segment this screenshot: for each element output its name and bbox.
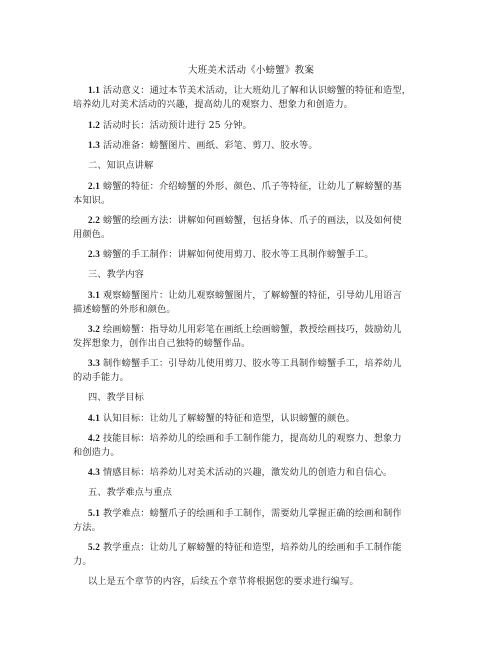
line-text: 技能目标：培养幼儿的绘画和手工制作能力，提高幼儿的观察力、想象力 — [102, 433, 402, 444]
paragraph-line — [73, 194, 110, 207]
line-text: 本知识。 — [73, 195, 111, 206]
line-text: 制作螃蟹手工：引导幼儿使用剪刀、胶水等工具制作螃蟹手工，培养幼儿 — [102, 358, 402, 369]
section-number: 1.1 — [88, 85, 100, 95]
section-number: 4.2 — [88, 433, 100, 443]
paragraph-line — [88, 214, 402, 227]
line-text: 绘画螃蟹：指导幼儿用彩笔在画纸上绘画螃蟹，教授绘画技巧，鼓励幼儿 — [102, 324, 402, 335]
line-text: 活动时长：活动预计进行 25 分钟。 — [102, 120, 252, 131]
line-text: 活动准备：螃蟹图片、画纸、彩笔、剪刀、胶水等。 — [102, 140, 318, 151]
paragraph-line — [88, 412, 355, 425]
line-text: 和创造力。 — [73, 447, 120, 458]
line-text: 螃蟹的特征：介绍螃蟹的外形、颜色、爪子等特征，让幼儿了解螃蟹的基 — [102, 181, 402, 192]
section-number: 2.2 — [88, 215, 100, 225]
paragraph-line — [88, 323, 402, 336]
document-title: 大班美术活动《小螃蟹》教案 — [187, 65, 315, 76]
section-number: 3.2 — [88, 324, 100, 334]
line-text: 用颜色。 — [73, 229, 111, 240]
section-heading: 三、教学内容 — [88, 269, 145, 280]
paragraph-line — [88, 248, 374, 261]
paragraph-line — [73, 98, 353, 111]
section-number: 2.1 — [88, 181, 100, 191]
line-text: 螃蟹的绘画方法：讲解如何画螃蟹，包括身体、爪子的画法，以及如何使 — [102, 215, 402, 226]
paragraph-line — [73, 228, 110, 241]
section-number: 5.2 — [88, 542, 100, 552]
paragraph-line — [88, 432, 402, 445]
paragraph-line — [73, 303, 176, 316]
section-number: 5.1 — [88, 508, 100, 518]
line-text: 观察螃蟹图片：让幼儿观察螃蟹图片，了解螃蟹的特征，引导幼儿用语言 — [102, 290, 402, 301]
line-text: 的动手能力。 — [73, 372, 130, 383]
paragraph-line — [88, 289, 402, 302]
section-number: 1.2 — [88, 120, 100, 130]
paragraph-line — [88, 84, 411, 97]
paragraph-line — [88, 466, 392, 479]
section-number: 4.3 — [88, 467, 100, 477]
line-text: 方法。 — [73, 522, 102, 533]
line-text: 描述螃蟹的外形和颜色。 — [73, 304, 176, 315]
line-text: 情感目标：培养幼儿对美术活动的兴趣，激发幼儿的创造力和自信心。 — [102, 467, 393, 478]
line-text: 认知目标：让幼儿了解螃蟹的特征和造型，认识螃蟹的颜色。 — [102, 413, 356, 424]
section-number: 2.3 — [88, 249, 100, 259]
section-heading: 二、知识点讲解 — [88, 160, 154, 171]
line-text: 教学难点：螃蟹爪子的绘画和手工制作，需要幼儿掌握正确的绘画和制作 — [102, 508, 402, 519]
paragraph-line — [88, 139, 318, 152]
line-text: 以上是五个章节的内容，后续五个章节将根据您的要求进行编写。 — [88, 576, 359, 587]
line-text: 螃蟹的手工制作：讲解如何使用剪刀、胶水等工具制作螃蟹手工。 — [102, 249, 374, 260]
line-text: 培养幼儿对美术活动的兴趣，提高幼儿的观察力、想象力和创造力。 — [73, 99, 354, 110]
line-text: 力。 — [73, 556, 92, 567]
paragraph-line — [73, 371, 129, 384]
section-number: 1.3 — [88, 140, 100, 150]
line-text: 活动意义：通过本节美术活动，让大班幼儿了解和认识螃蟹的特征和造型， — [102, 85, 412, 96]
paragraph-line — [73, 446, 120, 459]
section-number: 4.1 — [88, 413, 100, 423]
section-number: 3.1 — [88, 290, 100, 300]
line-text: 发挥想象力，创作出自己独特的螃蟹作品。 — [73, 338, 251, 349]
paragraph-line — [88, 541, 402, 554]
paragraph-line — [73, 337, 250, 350]
paragraph-line — [88, 507, 402, 520]
paragraph-line — [88, 180, 402, 193]
closing-line — [88, 575, 359, 588]
paragraph-line — [88, 119, 252, 132]
section-heading: 四、教学目标 — [88, 392, 145, 403]
paragraph-line — [73, 555, 92, 568]
paragraph-line — [73, 521, 101, 534]
section-heading: 五、教学难点与重点 — [88, 487, 173, 498]
line-text: 教学重点：让幼儿了解螃蟹的特征和造型，培养幼儿的绘画和手工制作能 — [102, 542, 402, 553]
paragraph-line — [88, 357, 402, 370]
section-number: 3.3 — [88, 358, 100, 368]
